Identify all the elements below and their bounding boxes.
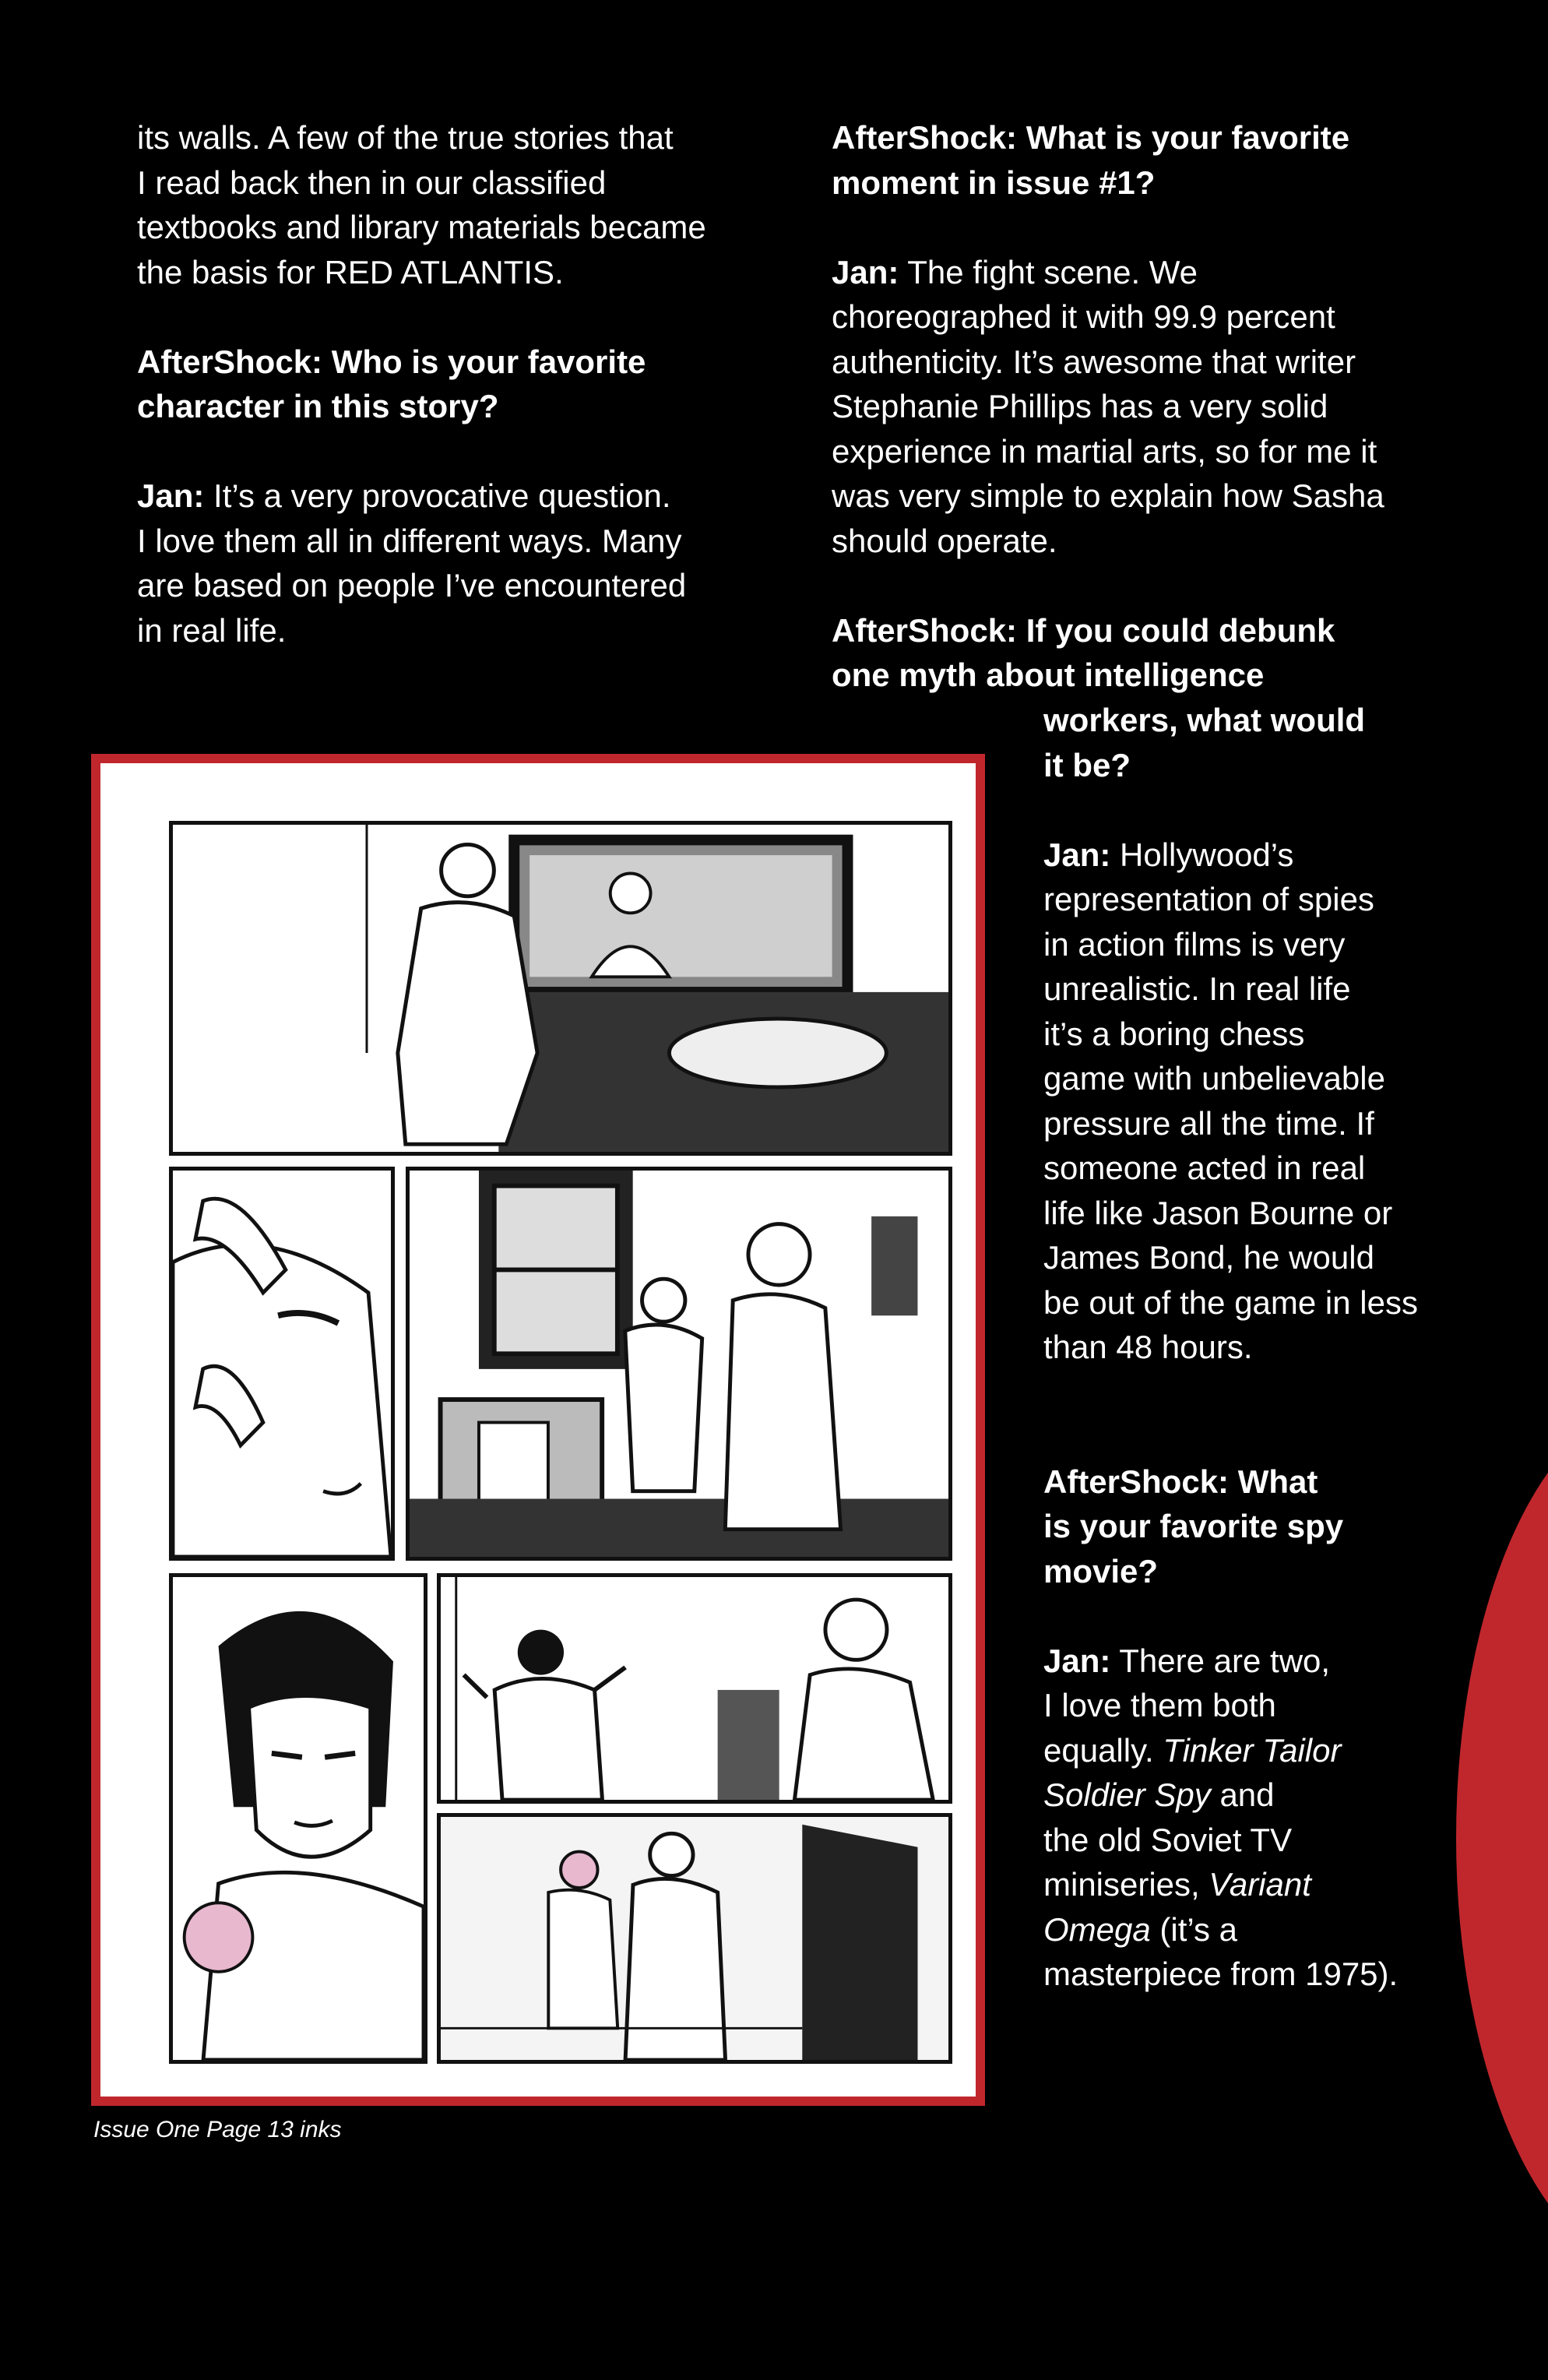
answer-line: pressure all the time. If xyxy=(1043,1104,1374,1142)
intro-line: the basis for RED ATLANTIS. xyxy=(137,253,564,290)
answer-line: I love them all in different ways. Many xyxy=(137,522,682,559)
comic-panel-mirror xyxy=(169,821,952,1156)
answer-line: equally. Tinker Tailor xyxy=(1043,1731,1342,1769)
speaker-label: Jan: xyxy=(137,477,205,514)
speaker-label: Jan: xyxy=(1043,836,1111,873)
question-debunk-myth: one myth about intelligence xyxy=(832,657,1265,693)
answer-line: was very simple to explain how Sasha xyxy=(832,477,1384,514)
intro-line: I read back then in our classified xyxy=(137,164,607,201)
answer-line: authenticity. It’s awesome that writer xyxy=(832,343,1356,380)
answer-debunk-myth: Jan: Hollywood’s xyxy=(1043,836,1294,873)
answer-line: are based on people I’ve encountered xyxy=(137,567,687,604)
answer-line: experience in martial arts, so for me it xyxy=(832,432,1377,470)
question-favorite-spy-movie: AfterShock: What xyxy=(1043,1463,1318,1500)
answer-line: James Bond, he would xyxy=(1043,1239,1374,1276)
question-favorite-moment: moment in issue #1? xyxy=(832,164,1156,201)
answer-line: it’s a boring chess xyxy=(1043,1015,1305,1052)
answer-line: game with unbelievable xyxy=(1043,1060,1385,1097)
answer-line: someone acted in real xyxy=(1043,1150,1366,1186)
comic-panel-portrait xyxy=(169,1573,427,2064)
question-debunk-myth: AfterShock: If you could debunk xyxy=(832,611,1335,649)
answer-line: representation of spies xyxy=(1043,881,1374,917)
question-favorite-character: character in this story? xyxy=(137,388,499,424)
question-debunk-myth-cont: it be? xyxy=(1043,746,1131,783)
movie-title: Omega xyxy=(1043,1910,1151,1948)
answer-line: should operate. xyxy=(832,522,1057,559)
left-column xyxy=(137,115,729,653)
answer-favorite-spy-movie: Jan: There are two, xyxy=(1043,1642,1331,1679)
intro-line: textbooks and library materials became xyxy=(137,209,706,245)
answer-line: choreographed it with 99.9 percent xyxy=(832,298,1335,335)
answer-line: in real life. xyxy=(137,611,287,649)
artwork-caption: Issue One Page 13 inks xyxy=(93,2117,342,2142)
answer-line: masterpiece from 1975). xyxy=(1043,1956,1398,1992)
question-favorite-spy-movie: is your favorite spy xyxy=(1043,1508,1344,1544)
right-column-narrow xyxy=(1043,698,1479,1997)
question-debunk-myth-cont: workers, what would xyxy=(1043,702,1366,738)
answer-line: in action films is very xyxy=(1043,925,1346,963)
comic-panel-two-women xyxy=(437,1573,952,1804)
movie-title: Soldier Spy xyxy=(1043,1776,1211,1813)
intro-line: its walls. A few of the true stories that xyxy=(137,119,674,156)
right-column xyxy=(832,115,1455,698)
question-favorite-character: AfterShock: Who is your favorite xyxy=(137,343,646,380)
answer-line: miniseries, Variant xyxy=(1043,1866,1311,1903)
question-favorite-spy-movie: movie? xyxy=(1043,1552,1159,1590)
movie-title: Tinker Tailor xyxy=(1163,1731,1342,1769)
answer-favorite-character: Jan: It’s a very provocative question. xyxy=(137,477,671,514)
answer-line: than 48 hours. xyxy=(1043,1329,1253,1365)
comic-panel-doorway xyxy=(437,1813,952,2064)
answer-line: unrealistic. In real life xyxy=(1043,970,1351,1007)
answer-line: Stephanie Phillips has a very solid xyxy=(832,388,1328,424)
answer-line: the old Soviet TV xyxy=(1043,1821,1293,1858)
answer-line: Omega (it’s a xyxy=(1043,1910,1237,1948)
question-favorite-moment: AfterShock: What is your favorite xyxy=(832,119,1350,156)
speaker-label: Jan: xyxy=(832,253,899,290)
speaker-label: Jan: xyxy=(1043,1642,1111,1679)
comic-panel-closeup-hand xyxy=(169,1167,395,1561)
answer-line: Soldier Spy and xyxy=(1043,1776,1275,1813)
answer-line: be out of the game in less xyxy=(1043,1283,1418,1321)
answer-favorite-moment: Jan: The fight scene. We xyxy=(832,253,1198,290)
movie-title: Variant xyxy=(1208,1866,1311,1903)
answer-line: I love them both xyxy=(1043,1687,1276,1723)
answer-line: life like Jason Bourne or xyxy=(1043,1194,1393,1231)
comic-inks-artwork xyxy=(91,754,985,2106)
comic-panel-kitchen xyxy=(406,1167,952,1561)
